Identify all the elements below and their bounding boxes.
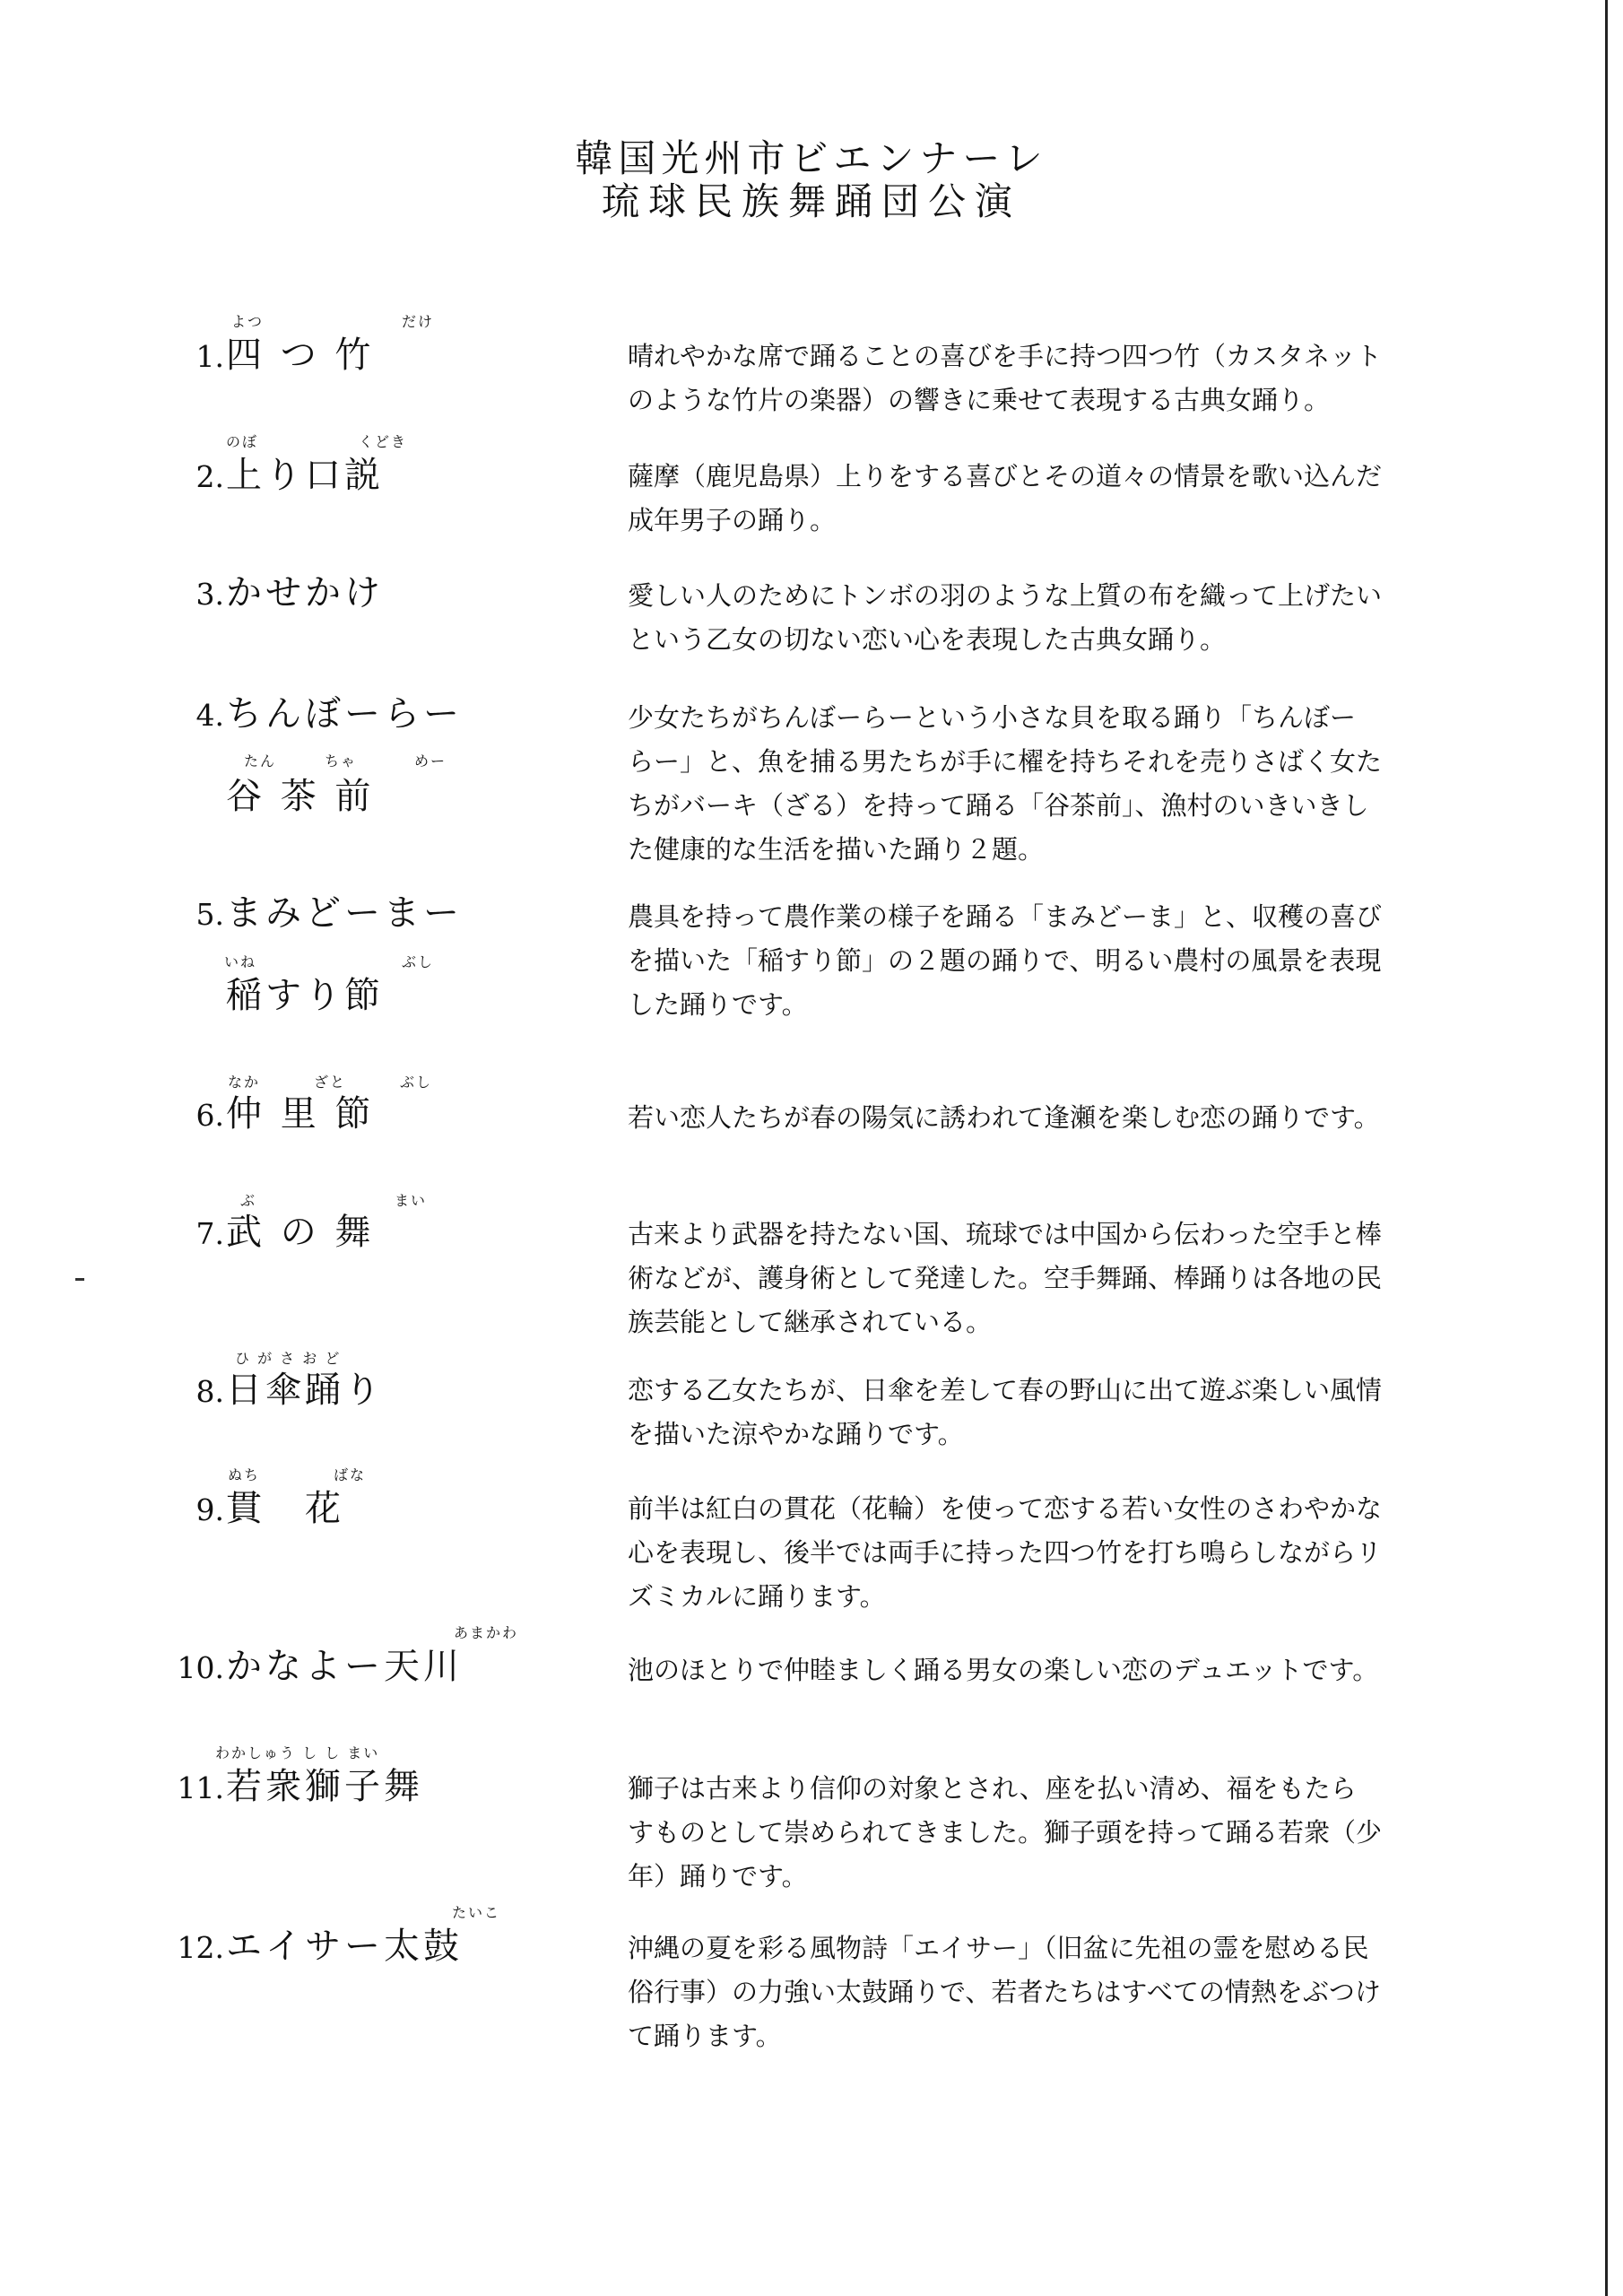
item-2-number: 2.: [195, 459, 224, 494]
item-11-name: 若衆獅子舞: [226, 1766, 423, 1807]
item-7-name: 武 の 舞: [226, 1212, 375, 1253]
item-3-number: 3.: [195, 577, 224, 612]
item-5-number: 5.: [195, 897, 224, 932]
item-1-description: 晴れやかな席で踊ることの喜びを手に持つ四つ竹（カスタネット のような竹片の楽器）の響きに乗せて表現する古典女踊り。: [628, 341, 1383, 415]
item-6-name: 仲 里 節: [226, 1093, 375, 1135]
item-12-number: 12.: [177, 1930, 224, 1965]
item-6-ruby-2: ざと: [314, 1074, 347, 1091]
item-3-description: 愛しい人のためにトンボの羽のような上質の布を織って上げたい という乙女の切ない恋い心を表現した古典女踊り。: [628, 580, 1383, 655]
item-4-name-1: ちんぼーらー: [226, 693, 463, 735]
item-10-description: 池のほとりで仲睦ましく踊る男女の楽しい恋のデュエットです。: [628, 1655, 1379, 1685]
item-9-number: 9.: [195, 1492, 224, 1527]
item-5-ruby-2: ぶし: [402, 953, 435, 970]
item-5-name-1: まみどーまー: [226, 892, 463, 934]
item-4-ruby-2: ちゃ: [325, 752, 358, 770]
item-9-description: 前半は紅白の貫花（花輪）を使って恋する若い女性のさわやかな 心を表現し、後半では両手に持った四つ竹を打ち鳴らしながらリ ズミカルに踊ります。: [628, 1493, 1383, 1612]
item-7-number: 7.: [195, 1216, 224, 1251]
item-2-ruby-1: のぼ: [226, 433, 259, 450]
item-6-description: 若い恋人たちが春の陽気に誘われて逢瀬を楽しむ恋の踊りです。: [628, 1102, 1380, 1133]
item-9-name: 貫 花: [226, 1488, 344, 1529]
item-1-name: 四 つ 竹: [226, 335, 375, 376]
item-1-number: 1.: [195, 339, 224, 374]
item-7-ruby-2: まい: [395, 1192, 428, 1209]
page-title-line-1: 韓国光州市ビエンナーレ: [575, 136, 1048, 180]
item-4-ruby-3: めー: [414, 752, 447, 770]
item-12-ruby: たいこ: [452, 1904, 501, 1921]
item-2-description: 薩摩（鹿児島県）上りをする喜びとその道々の情景を歌い込んだ 成年男子の踊り。: [628, 461, 1383, 535]
scan-edge-line: [1605, 0, 1608, 2296]
item-8-description: 恋する乙女たちが、日傘を差して春の野山に出て遊ぶ楽しい風情 を描いた涼やかな踊りです。: [628, 1375, 1383, 1449]
item-3-name: かせかけ: [226, 572, 384, 613]
item-10-number: 10.: [177, 1650, 224, 1685]
item-5-name-2: 稲すり節: [226, 975, 384, 1016]
item-12-name: エイサー太鼓: [226, 1926, 463, 1967]
item-4-ruby-1: たん: [244, 752, 277, 770]
item-6-number: 6.: [195, 1098, 224, 1133]
item-8-number: 8.: [195, 1374, 224, 1409]
item-4-description: 少女たちがちんぼーらーという小さな貝を取る踊り「ちんぼー らー」と、魚を捕る男たちが手に櫂を持ちそれを売りさばく女た ちがバーキ（ざる）を持って踊る「谷茶前」、漁村のいきいきし た健康的な生活を描いた踊り２題。: [628, 702, 1383, 865]
item-6-ruby-1: なか: [228, 1074, 261, 1091]
item-11-description: 獅子は古来より信仰の対象とされ、座を払い清め、福をもたら すものとして崇められてきました。獅子頭を持って踊る若衆（少 年）踊りです。: [628, 1773, 1383, 1892]
item-11-ruby: わかしゅう し し まい: [215, 1744, 380, 1761]
item-7-ruby-1: ぶ: [240, 1192, 257, 1209]
item-9-ruby-2: ばな: [334, 1466, 367, 1483]
item-1-ruby-1: よつ: [231, 313, 265, 330]
item-2-name: 上り口説: [226, 455, 384, 496]
item-6-ruby-3: ぶし: [400, 1074, 433, 1091]
item-5-description: 農具を持って農作業の様子を踊る「まみどーま」と、収穫の喜び を描いた「稲すり節」の２題の踊りで、明るい農村の風景を表現 した踊りです。: [628, 901, 1383, 1020]
item-11-number: 11.: [177, 1770, 224, 1805]
item-12-description: 沖縄の夏を彩る風物詩「エイサー」（旧盆に先祖の霊を慰める民 俗行事）の力強い太鼓踊りで、若者たちはすべての情熱をぶつけ て踊ります。: [628, 1933, 1381, 2051]
page-title-line-2: 琉球民族舞踊団公演: [601, 179, 1021, 223]
item-4-number: 4.: [195, 698, 224, 733]
item-5-ruby-1: いね: [224, 953, 257, 970]
item-8-name: 日傘踊り: [226, 1370, 384, 1411]
item-4-name-2: 谷 茶 前: [226, 776, 375, 817]
scan-speck: [75, 1278, 84, 1281]
item-7-description: 古来より武器を持たない国、琉球では中国から伝わった空手と棒 術などが、護身術として発達した。空手舞踊、棒踊りは各地の民 族芸能として継承されている。: [628, 1219, 1383, 1337]
item-9-ruby-1: ぬち: [228, 1466, 261, 1483]
item-10-ruby: あまかわ: [454, 1624, 519, 1641]
item-1-ruby-2: だけ: [402, 313, 435, 330]
item-8-ruby: ひ が さ お ど: [235, 1350, 342, 1367]
item-2-ruby-2: くどき: [359, 433, 408, 450]
item-10-name: かなよー天川: [226, 1646, 463, 1687]
